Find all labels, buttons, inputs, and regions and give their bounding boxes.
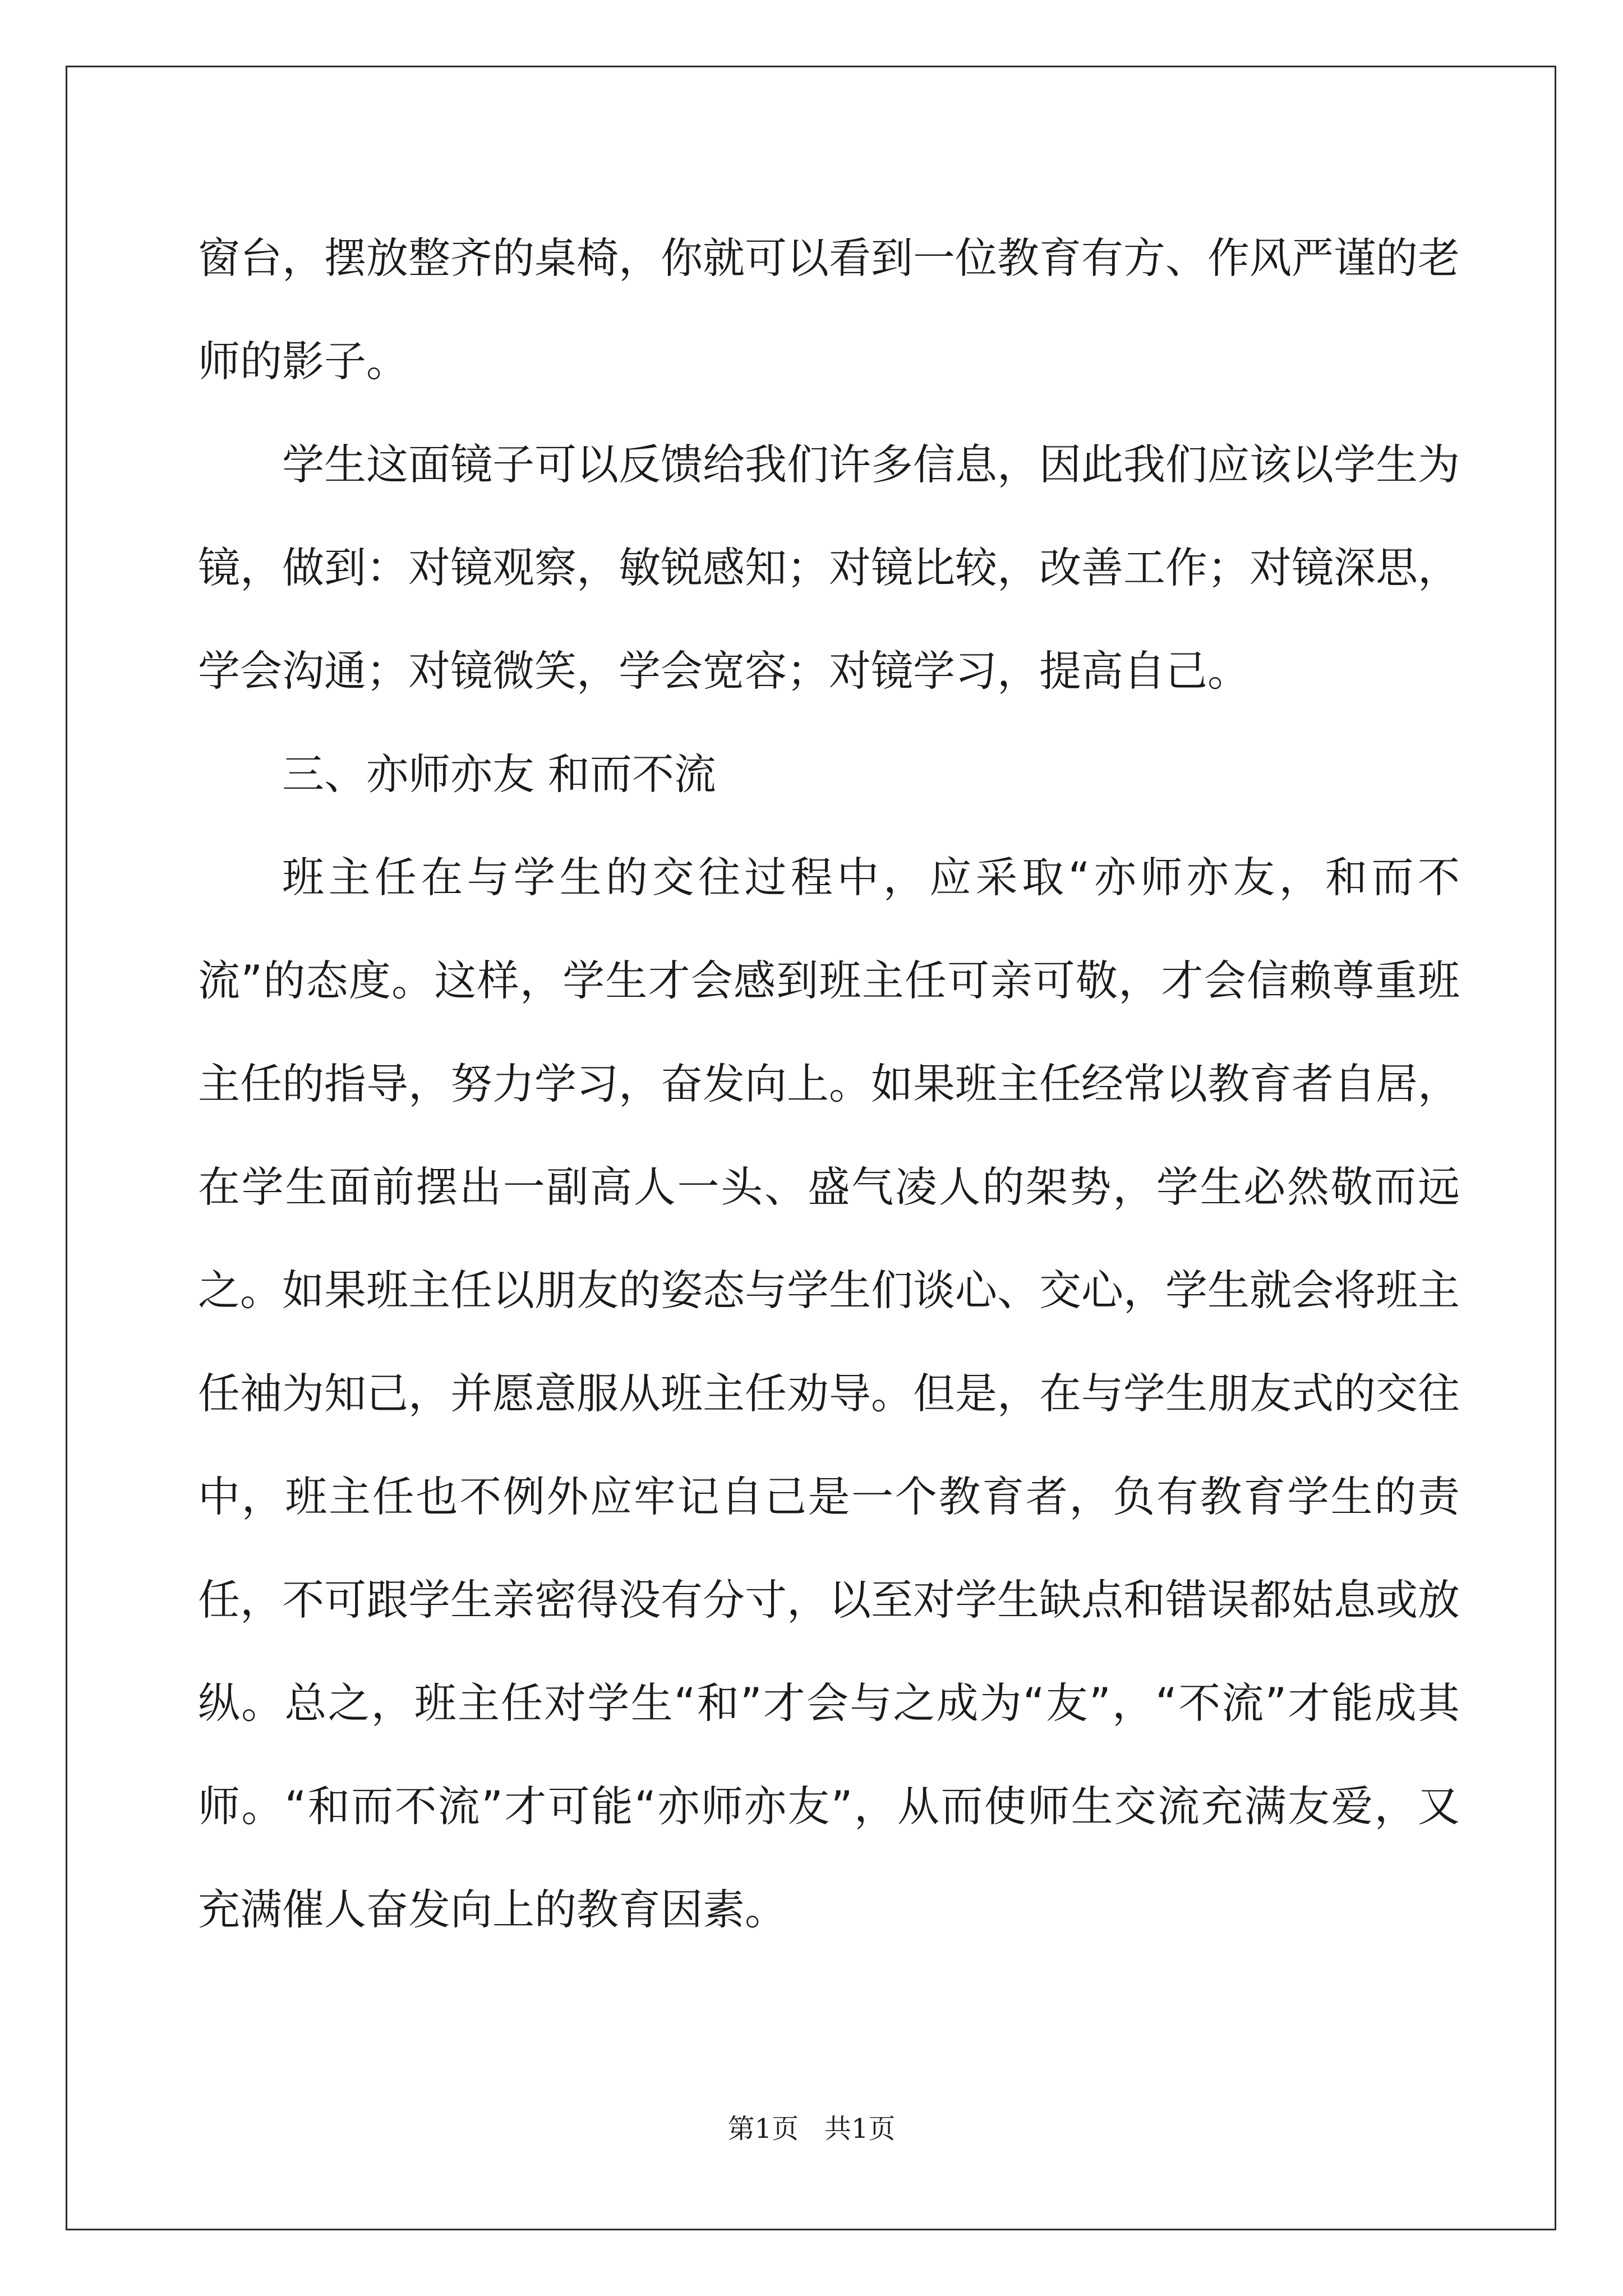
page-number: 第1页 bbox=[727, 2113, 799, 2145]
document-body bbox=[198, 206, 1460, 1961]
section-heading: 三、亦师亦友 和而不流 bbox=[282, 749, 716, 799]
paragraph: 窗台，摆放整齐的桌椅，你就可以看到一位教育有方、作风严谨的老师的影子。 bbox=[198, 233, 1460, 386]
page-footer bbox=[0, 2107, 1623, 2146]
paragraph: 班主任在与学生的交往过程中，应采取“亦师亦友，和而不流”的态度。这样，学生才会感到班主任可亲可敬，才会信赖尊重班主任的指导，努力学习，奋发向上。如果班主任经常以教育者自居，在学生面前摆出一副高人一头、盛气凌人的架势，学生必然敬而远之。如果班主任以朋友的姿态与学生们谈心、交心，学生就会将班主任袖为知己，并愿意服从班主任劝导。但是，在与学生朋友式的交往中，班主任也不例外应牢记自己是一个教育者，负有教育学生的责任，不可跟学生亲密得没有分寸，以至对学生缺点和错误都姑息或放纵。总之，班主任对学生“和”才会与之成为“友”，“不流”才能成其师。“和而不流”才可能“亦师亦友”，从而使师生交流充满友爱，又充满催人奋发向上的教育因素。 bbox=[198, 853, 1460, 1934]
paragraph: 学生这面镜子可以反馈给我们许多信息，因此我们应该以学生为镜，做到：对镜观察，敏锐感知；对镜比较，改善工作；对镜深思，学会沟通；对镜微笑，学会宽容；对镜学习，提高自己。 bbox=[198, 440, 1460, 696]
page-total: 共1页 bbox=[824, 2113, 896, 2145]
